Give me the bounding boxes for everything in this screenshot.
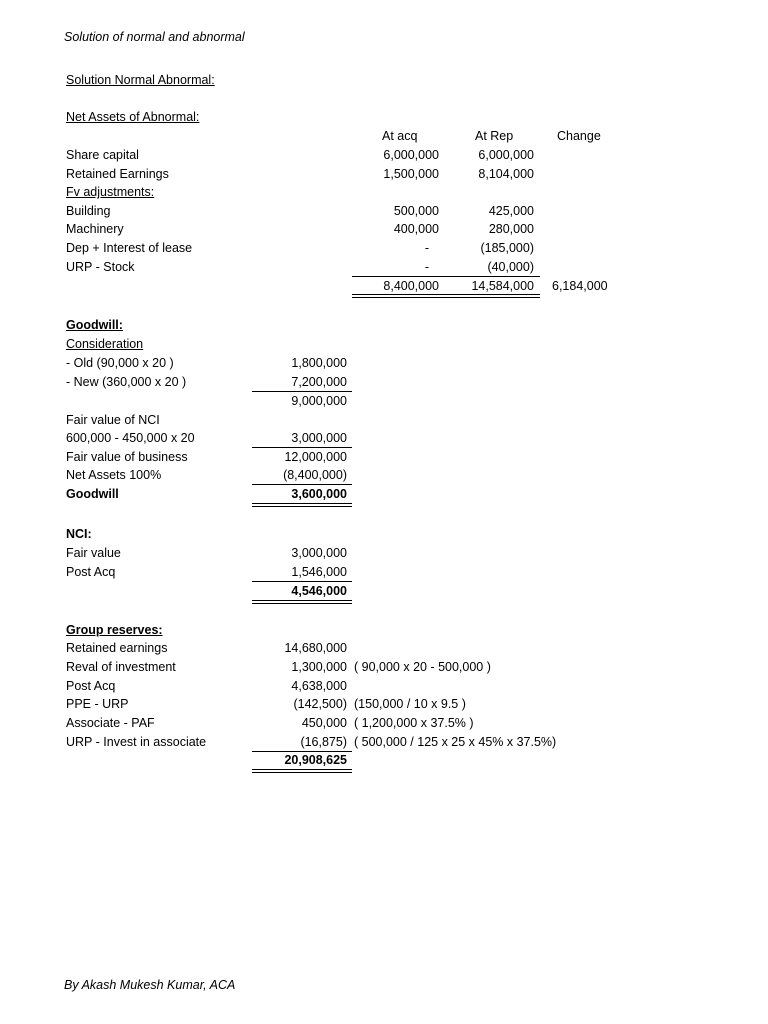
net-assets-100-label: Net Assets 100% [66,468,162,482]
row-note: ( 90,000 x 20 - 500,000 ) [354,660,491,674]
row-label: Dep + Interest of lease [66,241,193,255]
group-reserves-heading: Group reserves: [66,623,163,637]
col-header-at-rep: At Rep [475,129,514,143]
row-label: Machinery [66,222,124,236]
subtotal-rule [252,447,352,448]
total-at-rep: 14,584,000 [471,279,534,293]
new-consideration-value: 7,200,000 [291,375,347,389]
row-value-acq: - [424,241,429,255]
nci-heading: NCI: [66,527,92,541]
row-label: Post Acq [66,679,116,693]
subtotal-rule [252,484,352,485]
goodwill-heading: Goodwill: [66,318,123,332]
total-change: 6,184,000 [552,279,608,293]
row-label: Share capital [66,148,139,162]
row-value: 1,300,000 [291,660,347,674]
row-note: (150,000 / 10 x 9.5 ) [354,697,466,711]
total-double-rule [352,294,540,298]
row-label: PPE - URP [66,697,129,711]
total-double-rule [252,600,352,604]
row-label: Building [66,204,111,218]
consideration-label: Consideration [66,337,144,351]
row-value-rep: (40,000) [487,260,534,274]
row-label: Reval of investment [66,660,176,674]
row-label: URP - Stock [66,260,135,274]
fv-adjustments-label: Fv adjustments: [66,185,155,199]
consideration-total: 9,000,000 [291,394,347,408]
row-value-acq: - [424,260,429,274]
nci-fair-value-label: Fair value of NCI [66,413,160,427]
nci-fair-value-row-value: 3,000,000 [291,546,347,560]
author-credit: By Akash Mukesh Kumar, ACA [64,978,236,992]
nci-calc-label: 600,000 - 450,000 x 20 [66,431,195,445]
subtotal-rule [252,391,352,392]
row-label: Retained earnings [66,641,168,655]
total-double-rule [252,503,352,507]
col-header-change: Change [557,129,601,143]
row-value-acq: 400,000 [393,222,439,236]
group-reserves-total: 20,908,625 [284,753,347,767]
row-label: Retained Earnings [66,167,169,181]
row-label: URP - Invest in associate [66,735,207,749]
row-value-rep: 425,000 [488,204,534,218]
nci-total: 4,546,000 [291,584,347,598]
nci-fair-value: 3,000,000 [291,431,347,445]
row-value-rep: 6,000,000 [478,148,534,162]
net-assets-heading: Net Assets of Abnormal: [66,110,200,124]
col-header-at-acq: At acq [382,129,418,143]
row-value: 14,680,000 [284,641,347,655]
nci-post-acq-label: Post Acq [66,565,116,579]
row-value-rep: (185,000) [480,241,534,255]
row-value-rep: 280,000 [488,222,534,236]
subtotal-rule [252,581,352,582]
row-value-rep: 8,104,000 [478,167,534,181]
subtotal-rule [252,751,352,752]
net-assets-100-value: (8,400,000) [283,468,347,482]
row-value-acq: 6,000,000 [383,148,439,162]
new-consideration-label: - New (360,000 x 20 ) [66,375,187,389]
row-value-acq: 1,500,000 [383,167,439,181]
row-value: 450,000 [301,716,347,730]
goodwill-label: Goodwill [66,487,119,501]
row-note: ( 1,200,000 x 37.5% ) [354,716,474,730]
row-value: 4,638,000 [291,679,347,693]
business-fair-value-label: Fair value of business [66,450,188,464]
nci-fair-value-row-label: Fair value [66,546,121,560]
document-title: Solution of normal and abnormal [64,30,245,44]
row-value: (16,875) [300,735,347,749]
subtotal-rule [352,276,540,277]
nci-post-acq-value: 1,546,000 [291,565,347,579]
total-double-rule [252,769,352,773]
total-at-acq: 8,400,000 [383,279,439,293]
goodwill-value: 3,600,000 [291,487,347,501]
row-value-acq: 500,000 [393,204,439,218]
row-note: ( 500,000 / 125 x 25 x 45% x 37.5%) [354,735,557,749]
row-value: (142,500) [293,697,347,711]
old-consideration-value: 1,800,000 [291,356,347,370]
old-consideration-label: - Old (90,000 x 20 ) [66,356,174,370]
business-fair-value: 12,000,000 [284,450,347,464]
row-label: Associate - PAF [66,716,155,730]
solution-heading: Solution Normal Abnormal: [66,73,215,87]
